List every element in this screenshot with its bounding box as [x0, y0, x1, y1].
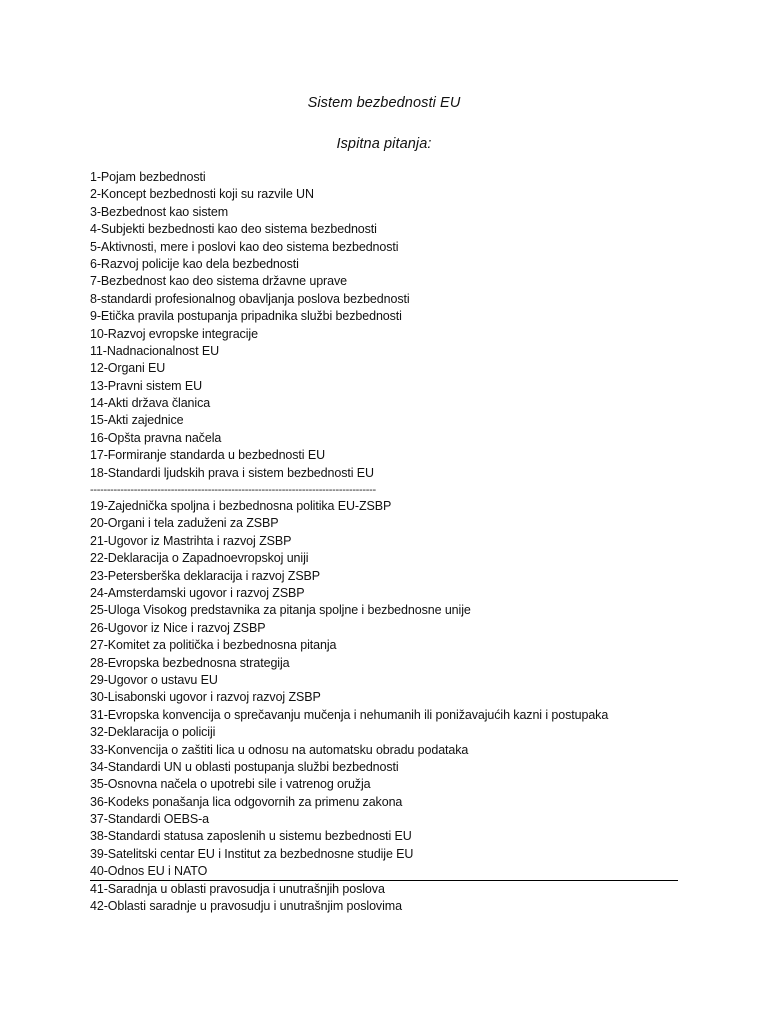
question-item: 3-Bezbednost kao sistem [90, 204, 229, 219]
question-item: 39-Satelitski centar EU i Institut za bezbednosne studije EU [90, 846, 414, 861]
question-item: 9-Etička pravila postupanja pripadnika službi bezbednosti [90, 309, 402, 324]
question-item: 35-Osnovna načela o upotrebi sile i vatrenog oružja [90, 777, 371, 792]
question-list [90, 169, 690, 915]
question-item: 8-standardi profesionalnog obavljanja poslova bezbednosti [90, 291, 410, 306]
question-item: 33-Konvencija o zaštiti lica u odnosu na automatsku obradu podataka [90, 742, 469, 757]
question-item: 25-Uloga Visokog predstavnika za pitanja spoljne i bezbednosne unije [90, 603, 471, 618]
question-item: 34-Standardi UN u oblasti postupanja službi bezbednosti [90, 759, 399, 774]
question-item: 4-Subjekti bezbednosti kao deo sistema bezbednosti [90, 222, 377, 237]
question-item: 12-Organi EU [90, 361, 166, 376]
question-item: 24-Amsterdamski ugovor i razvoj ZSBP [90, 585, 305, 600]
question-item: 29-Ugovor o ustavu EU [90, 672, 218, 687]
dashed-separator: ------------------------------------------------------------------------------------- [90, 484, 376, 497]
question-item: 38-Standardi statusa zaposlenih u sistemu bezbednosti EU [90, 829, 412, 844]
question-item: 22-Deklaracija o Zapadnoevropskoj uniji [90, 551, 309, 566]
question-item: 5-Aktivnosti, mere i poslovi kao deo sistema bezbednosti [90, 239, 399, 254]
question-item: 11-Nadnacionalnost EU [90, 343, 219, 358]
question-item: 13-Pravni sistem EU [90, 378, 203, 393]
question-item: 26-Ugovor iz Nice i razvoj ZSBP [90, 620, 266, 635]
question-item: 10-Razvoj evropske integracije [90, 326, 258, 341]
question-item: 18-Standardi ljudskih prava i sistem bezbednosti EU [90, 465, 374, 480]
question-item: 28-Evropska bezbednosna strategija [90, 655, 290, 670]
question-item: 36-Kodeks ponašanja lica odgovornih za primenu zakona [90, 794, 403, 809]
question-item: 32-Deklaracija o policiji [90, 725, 216, 740]
question-item: 14-Akti država članica [90, 396, 211, 411]
question-item: 31-Evropska konvencija o sprečavanju mučenja i nehumanih ili ponižavajućih kazni i postupaka [90, 707, 609, 722]
question-item: 16-Opšta pravna načela [90, 430, 222, 445]
question-item: 21-Ugovor iz Mastrihta i razvoj ZSBP [90, 533, 292, 548]
question-item: 7-Bezbednost kao deo sistema državne uprave [90, 274, 347, 289]
question-item: 30-Lisabonski ugovor i razvoj razvoj ZSBP [90, 690, 321, 705]
question-item: 40-Odnos EU i NATO [90, 863, 678, 880]
question-item: 41-Saradnja u oblasti pravosudja i unutrašnjih poslova [90, 881, 385, 896]
document-title: Sistem bezbednosti EU [307, 95, 461, 111]
question-item: 20-Organi i tela zaduženi za ZSBP [90, 516, 279, 531]
question-item: 15-Akti zajednice [90, 413, 184, 428]
question-item: 6-Razvoj policije kao dela bezbednosti [90, 256, 299, 271]
question-item: 37-Standardi OEBS-a [90, 812, 209, 827]
question-item: 27-Komitet za politička i bezbednosna pitanja [90, 638, 337, 653]
question-item: 1-Pojam bezbednosti [90, 170, 206, 184]
question-item: 17-Formiranje standarda u bezbednosti EU [90, 448, 326, 463]
question-item: 2-Koncept bezbednosti koji su razvile UN [90, 187, 314, 202]
document-subtitle: Ispitna pitanja: [336, 136, 432, 152]
question-item: 23-Petersberška deklaracija i razvoj ZSBP [90, 568, 321, 583]
question-item: 42-Oblasti saradnje u pravosudju i unutrašnjim poslovima [90, 899, 402, 914]
question-item: 19-Zajednička spoljna i bezbednosna politika EU-ZSBP [90, 499, 392, 514]
